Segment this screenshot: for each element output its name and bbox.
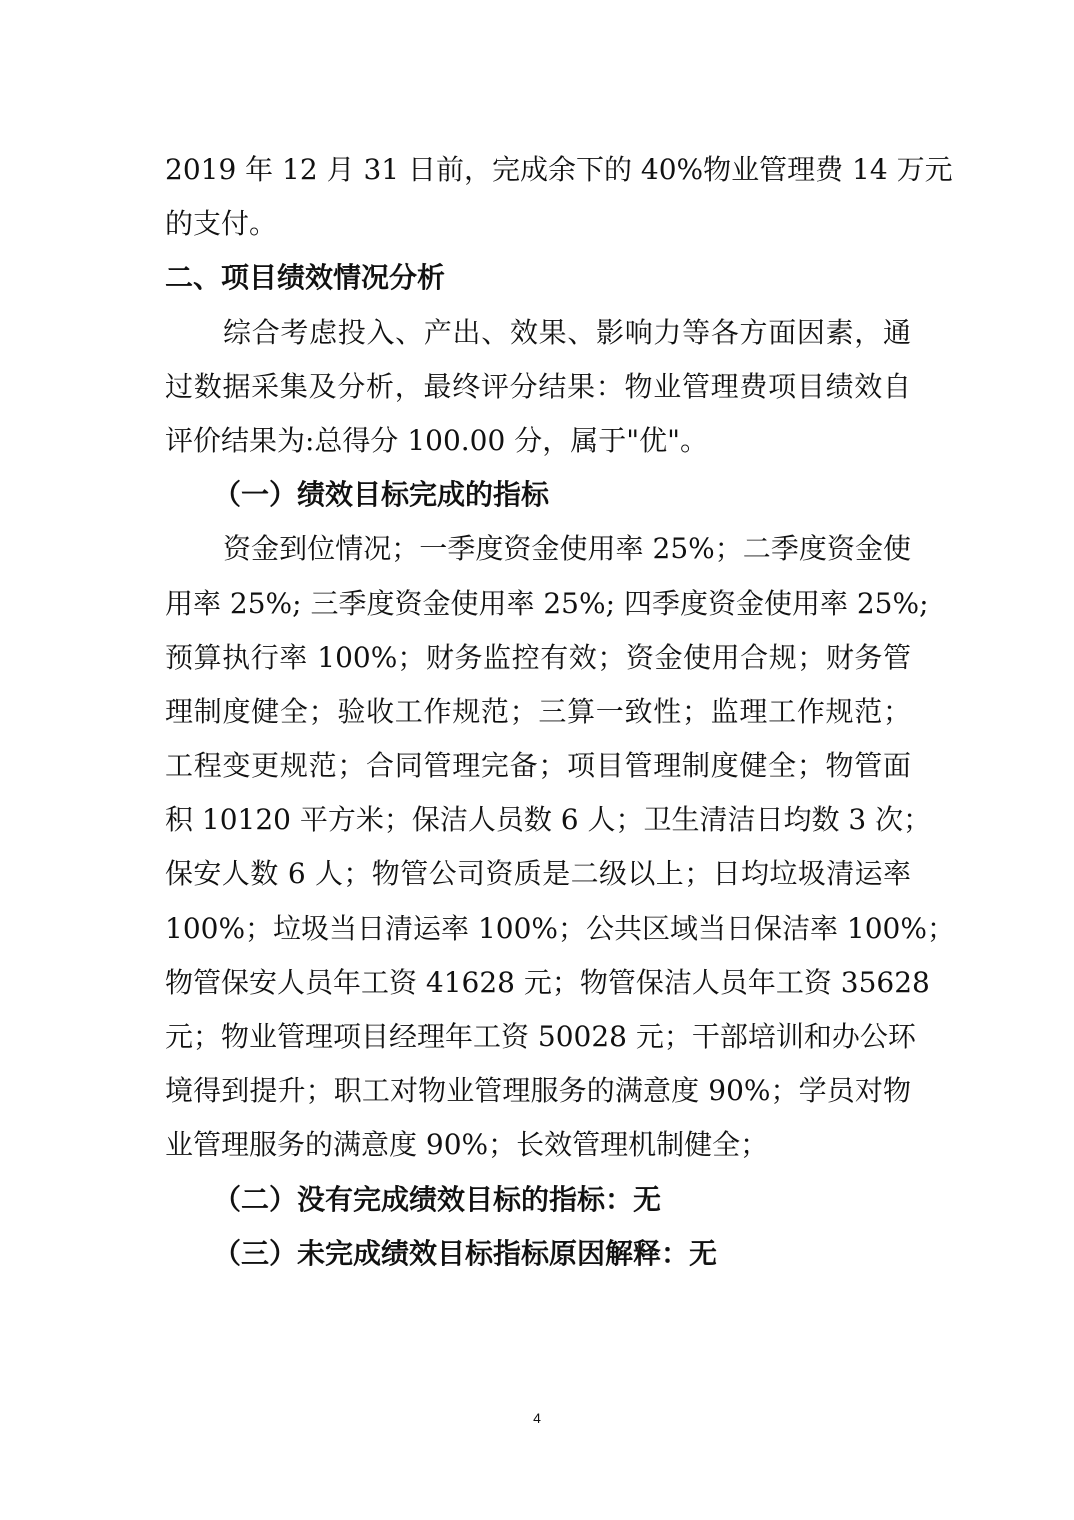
- text-line: 资金到位情况；一季度资金使用率 25%；二季度资金使: [223, 532, 911, 566]
- section-heading: 二、项目绩效情况分析: [165, 261, 446, 295]
- text-line: 物管保安人员年工资 41628 元；物管保洁人员年工资 35628: [165, 965, 930, 999]
- text-line: 评价结果为:总得分 100.00 分，属于"优"。: [165, 423, 708, 457]
- text-line: 综合考虑投入、产出、效果、影响力等各方面因素，通: [223, 315, 911, 349]
- text-line: 100%；垃圾当日清运率 100%；公共区域当日保洁率 100%；: [165, 911, 955, 945]
- subsection-heading: （二）没有完成绩效目标的指标：无: [213, 1182, 662, 1216]
- text-line: 用率 25%; 三季度资金使用率 25%; 四季度资金使用率 25%;: [165, 586, 929, 620]
- text-line: 境得到提升；职工对物业管理服务的满意度 90%；学员对物: [165, 1074, 911, 1108]
- text-line: 积 10120 平方米；保洁人员数 6 人；卫生清洁日均数 3 次；: [165, 803, 932, 837]
- text-line: 保安人数 6 人；物管公司资质是二级以上；日均垃圾清运率: [165, 857, 911, 891]
- text-line: 元；物业管理项目经理年工资 50028 元；干部培训和办公环: [165, 1020, 916, 1053]
- subsection-heading: （三）未完成绩效目标指标原因解释：无: [213, 1236, 718, 1270]
- page-number: 4: [533, 1410, 541, 1426]
- text-line: 过数据采集及分析，最终评分结果：物业管理费项目绩效自: [165, 369, 911, 403]
- text-line: 业管理服务的满意度 90%；长效管理机制健全；: [165, 1128, 769, 1162]
- text-line: 工程变更规范；合同管理完备；项目管理制度健全；物管面: [165, 749, 911, 783]
- paragraph-indicators: [165, 522, 955, 1172]
- paragraph-evaluation: [165, 306, 911, 469]
- subsection-heading: （一）绩效目标完成的指标: [213, 478, 550, 512]
- document-body: [165, 143, 955, 1281]
- text-line: 理制度健全；验收工作规范；三算一致性；监理工作规范；: [165, 694, 911, 728]
- text-line: 的支付。: [165, 207, 278, 241]
- paragraph-payment: [165, 143, 953, 251]
- text-line: 2019 年 12 月 31 日前，完成余下的 40%物业管理费 14 万元: [165, 153, 953, 186]
- text-line: 预算执行率 100%；财务监控有效；资金使用合规；财务管: [165, 640, 911, 674]
